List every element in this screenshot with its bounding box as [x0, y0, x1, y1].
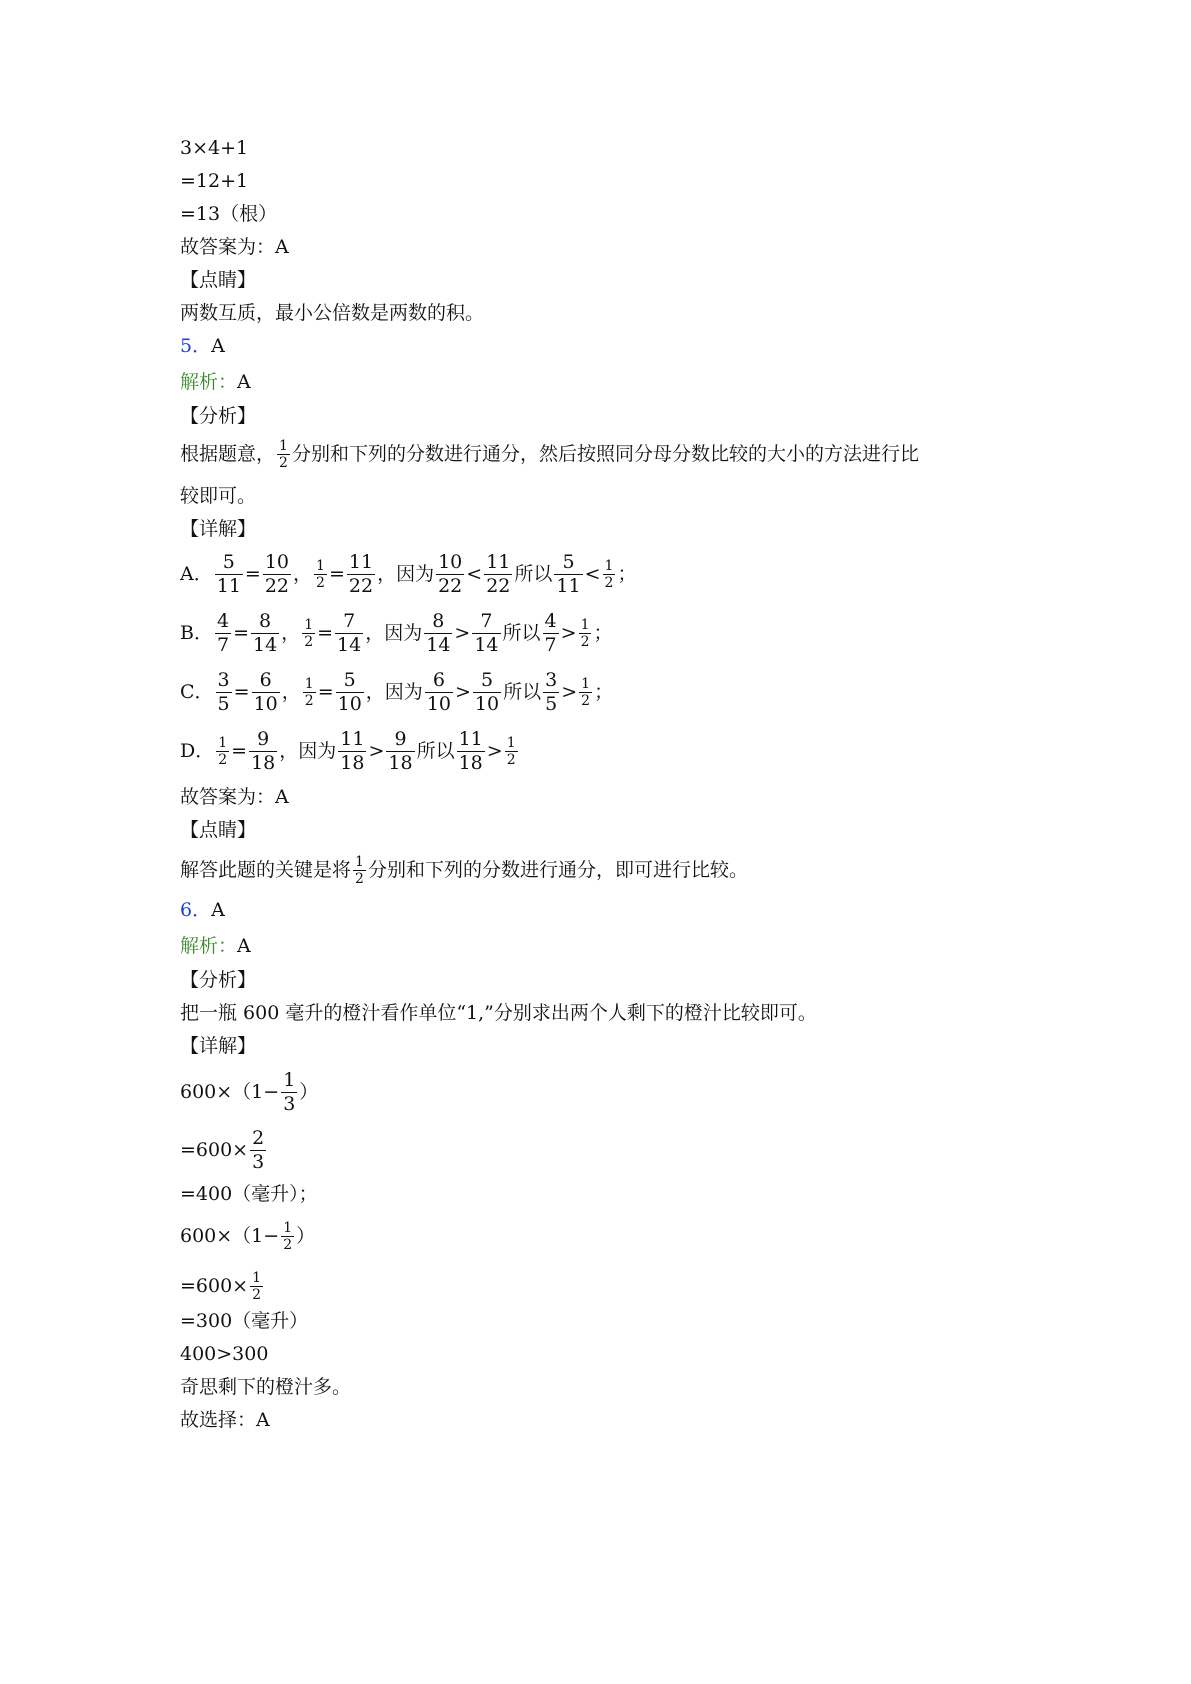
- q6-step-3: =400（毫升）；: [180, 1183, 318, 1205]
- q6-jiexi-label: 解析：: [180, 935, 238, 957]
- q6-fenxi-text: 把一瓶 600 毫升的橙汁看作单位“1,”分别求出两个人剩下的橙汁比较即可。: [180, 1002, 817, 1024]
- q6-step-6: =300（毫升）: [180, 1310, 309, 1332]
- fraction-half: $\frac{1}{2}$: [218, 734, 228, 768]
- fraction: $\frac{10}{22}$: [438, 550, 463, 597]
- fraction: $\frac{3}{5}$: [217, 668, 230, 715]
- fraction-half: $\frac{1}{2}$: [304, 675, 314, 709]
- q5-option-b: B． $\frac{4}{7}$ = $\frac{8}{14}$ ， $\frac{1}{2}$ = $\frac{7}{14}$ ，因为 $\frac{8}{14}$ > $\frac{7}{14}$ 所以 $\frac{4}{7}$ > $\frac{1}{2}$ ；: [180, 609, 613, 656]
- dianjing-text: 两数互质，最小公倍数是两数的积。: [180, 302, 485, 324]
- q6-jiexi: [180, 934, 251, 958]
- q5-jiexi: [180, 370, 251, 394]
- fraction-half: $\frac{1}{2}$: [580, 616, 590, 650]
- q6-step-8: 奇思剩下的橙汁多。: [180, 1376, 352, 1398]
- fraction: $\frac{6}{10}$: [426, 668, 451, 715]
- q6-step-5: =600× $\frac{1}{2}$: [180, 1269, 262, 1303]
- q5-option-d: D． $\frac{1}{2}$ = $\frac{9}{18}$ ，因为 $\frac{11}{18}$ > $\frac{9}{18}$ 所以 $\frac{11}{18}$ > $\frac{1}{2}$: [180, 727, 516, 774]
- dianjing-heading: 【点睛】: [180, 269, 257, 291]
- fraction: $\frac{3}{5}$: [545, 668, 558, 715]
- q5-number: 5．: [180, 335, 212, 357]
- fraction: $\frac{8}{14}$: [252, 609, 278, 656]
- calc-line-2: =12+1: [180, 170, 249, 192]
- q6-step-7: 400>300: [180, 1343, 269, 1365]
- q6-step-9: 故选择：A: [180, 1409, 270, 1431]
- fraction: $\frac{11}{18}$: [458, 727, 483, 774]
- q6-step-4: 600×（1− $\frac{1}{2}$ ）: [180, 1219, 316, 1253]
- q6-heading: [180, 898, 225, 922]
- fraction: $\frac{2}{3}$: [252, 1126, 265, 1173]
- fraction: $\frac{10}{22}$: [264, 550, 290, 597]
- q5-option-a: A． $\frac{5}{11}$ = $\frac{10}{22}$ ， $\frac{1}{2}$ = $\frac{11}{22}$ ，因为 $\frac{10}{22}$ < $\frac{11}{22}$ 所以 $\frac{5}{11}$ < $\frac{1}{2}$ ；: [180, 550, 637, 597]
- fraction-half: $\frac{1}{2}$: [506, 734, 516, 768]
- q6-answer: A: [211, 899, 225, 921]
- q5-fenxi-text: [180, 432, 919, 476]
- fraction: $\frac{5}{11}$: [216, 550, 241, 597]
- q5-dianjing-heading: 【点睛】: [180, 819, 257, 841]
- fraction: $\frac{5}{11}$: [556, 550, 581, 597]
- fraction: $\frac{6}{10}$: [253, 668, 278, 715]
- fraction-half: $\frac{1}{2}$: [581, 675, 591, 709]
- calc-line-1: 3×4+1: [180, 137, 249, 159]
- answer-line: 故答案为：A: [180, 236, 289, 258]
- q6-number: 6．: [180, 899, 212, 921]
- fraction: $\frac{7}{14}$: [474, 609, 499, 656]
- fraction: $\frac{9}{18}$: [388, 727, 413, 774]
- fraction-half: $\frac{1}{2}$: [316, 557, 325, 591]
- fraction-half: $\frac{1}{2}$: [279, 437, 288, 471]
- q5-jiexi-label: 解析：: [180, 371, 238, 393]
- q5-fenxi-pre: 根据题意，: [180, 443, 276, 465]
- fraction: $\frac{8}{14}$: [426, 609, 451, 656]
- fraction-half: $\frac{1}{2}$: [355, 853, 364, 887]
- fraction-half: $\frac{1}{2}$: [604, 557, 614, 591]
- fraction: $\frac{5}{10}$: [474, 668, 500, 715]
- fraction: $\frac{1}{3}$: [283, 1068, 296, 1115]
- fraction: $\frac{9}{18}$: [251, 727, 276, 774]
- fraction: $\frac{11}{22}$: [486, 550, 511, 597]
- q6-step-1: 600×（1− $\frac{1}{3}$ ）: [180, 1068, 319, 1115]
- fraction: $\frac{4}{7}$: [544, 609, 557, 656]
- q6-step-2: =600× $\frac{2}{3}$: [180, 1126, 265, 1173]
- calc-line-3: =13（根）: [180, 203, 278, 225]
- fraction: $\frac{5}{10}$: [337, 668, 362, 715]
- q5-fenxi-heading: 【分析】: [180, 405, 257, 427]
- q6-xiangjie-heading: 【详解】: [180, 1035, 257, 1057]
- q5-dianjing-text: 解答此题的关键是将 $\frac{1}{2}$ 分别和下列的分数进行通分，即可进行比较。: [180, 853, 748, 887]
- q5-fenxi-post: 分别和下列的分数进行通分，然后按照同分母分数比较的大小的方法进行比: [291, 443, 919, 465]
- q6-fenxi-heading: 【分析】: [180, 969, 257, 991]
- fraction: $\frac{11}{18}$: [340, 727, 365, 774]
- fraction: $\frac{4}{7}$: [216, 609, 230, 656]
- q6-jiexi-answer: A: [237, 935, 251, 957]
- fraction: $\frac{1}{2}$: [283, 1219, 293, 1253]
- fraction: $\frac{11}{22}$: [348, 550, 374, 597]
- q5-answer: A: [211, 335, 225, 357]
- q5-heading: [180, 334, 225, 358]
- fraction: $\frac{1}{2}$: [252, 1269, 262, 1303]
- q5-jiexi-answer: A: [237, 371, 251, 393]
- q5-xiangjie-heading: 【详解】: [180, 518, 257, 540]
- q5-option-c: C． $\frac{3}{5}$ = $\frac{6}{10}$ ， $\frac{1}{2}$ = $\frac{5}{10}$ ，因为 $\frac{6}{10}$ > $\frac{5}{10}$ 所以 $\frac{3}{5}$ > $\frac{1}{2}$ ；: [180, 668, 614, 715]
- q5-fenxi-line2: 较即可。: [180, 485, 257, 507]
- fraction-half: $\frac{1}{2}$: [304, 616, 314, 650]
- fraction: $\frac{7}{14}$: [337, 609, 362, 656]
- q5-answer-line: 故答案为：A: [180, 786, 289, 808]
